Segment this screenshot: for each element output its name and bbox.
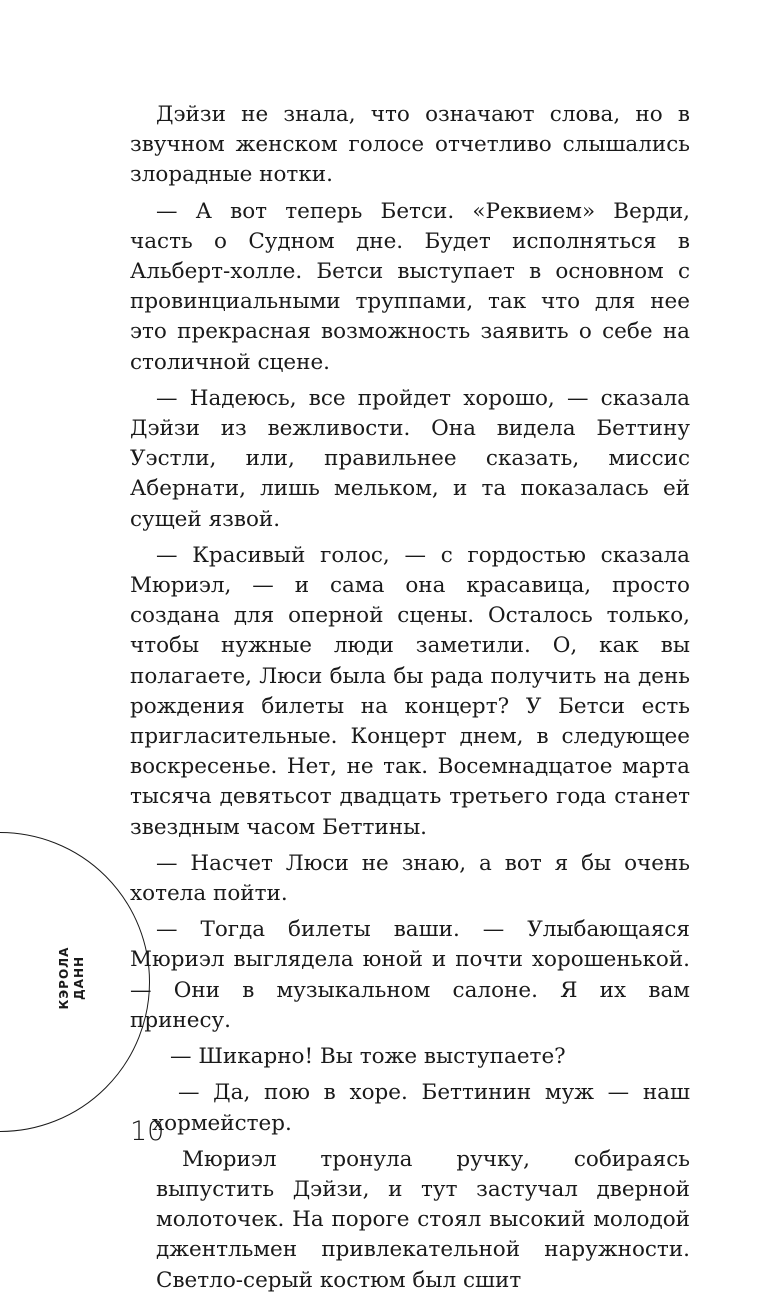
paragraph-2: — А вот теперь Бетси. «Реквием» Верди, часть о Судном дне. Будет исполняться в Альберт-холле. Бетси выступает в основном с провинциальными труппами, так что для нее это прекрасная возможность заявить о себе на столичной сцене. <box>130 198 690 375</box>
page-number: 10 <box>130 1116 165 1147</box>
paragraph-4: — Красивый голос, — с гордостью сказала Мюриэл, — и сама она красавица, просто создана для оперной сцены. Осталось только, чтобы нужные люди заметили. О, как вы полагаете, Люси была бы рада получить на день рождения билеты на концерт? У Бетси есть пригласительные. Концерт днем, в следующее воскресенье. Нет, не так. Восемнадцатое марта тысяча девятьсот двадцать третьего года станет звездным часом Беттины. <box>130 542 690 840</box>
body-text <box>130 100 690 1296</box>
author-first-name: КЭРОЛА <box>57 946 71 1010</box>
paragraph-5: — Насчет Люси не знаю, а вот я бы очень хотела пойти. <box>130 850 690 907</box>
author-last-name: ДАНН <box>72 955 86 1001</box>
paragraph-3: — Надеюсь, все пройдет хорошо, — сказала Дэйзи из вежливости. Она видела Беттину Уэстли, или, правильнее сказать, миссис Абернати, лишь мельком, и та показалась ей сущей язвой. <box>130 385 690 532</box>
paragraph-8: — Да, пою в хоре. Беттинин муж — наш хормейстер. <box>152 1080 690 1136</box>
paragraph-1: Дэйзи не знала, что означают слова, но в звучном женском голосе отчетливо слышались злорадные нотки. <box>130 102 690 188</box>
paragraph-7: — Шикарно! Вы тоже выступаете? <box>170 1044 566 1070</box>
paragraph-6: — Тогда билеты ваши. — Улыбающаяся Мюриэл выглядела юной и почти хорошенькой. — Они в музыкальном салоне. Я их вам принесу. <box>130 917 690 1033</box>
paragraph-9: Мюриэл тронула ручку, собираясь выпустить Дэйзи, и тут застучал дверной молоточек. На пороге стоял высокий молодой джентльмен привлекательной наружности. Светло-серый костюм был сшит <box>156 1146 690 1293</box>
author-name-rotated <box>57 947 87 1010</box>
